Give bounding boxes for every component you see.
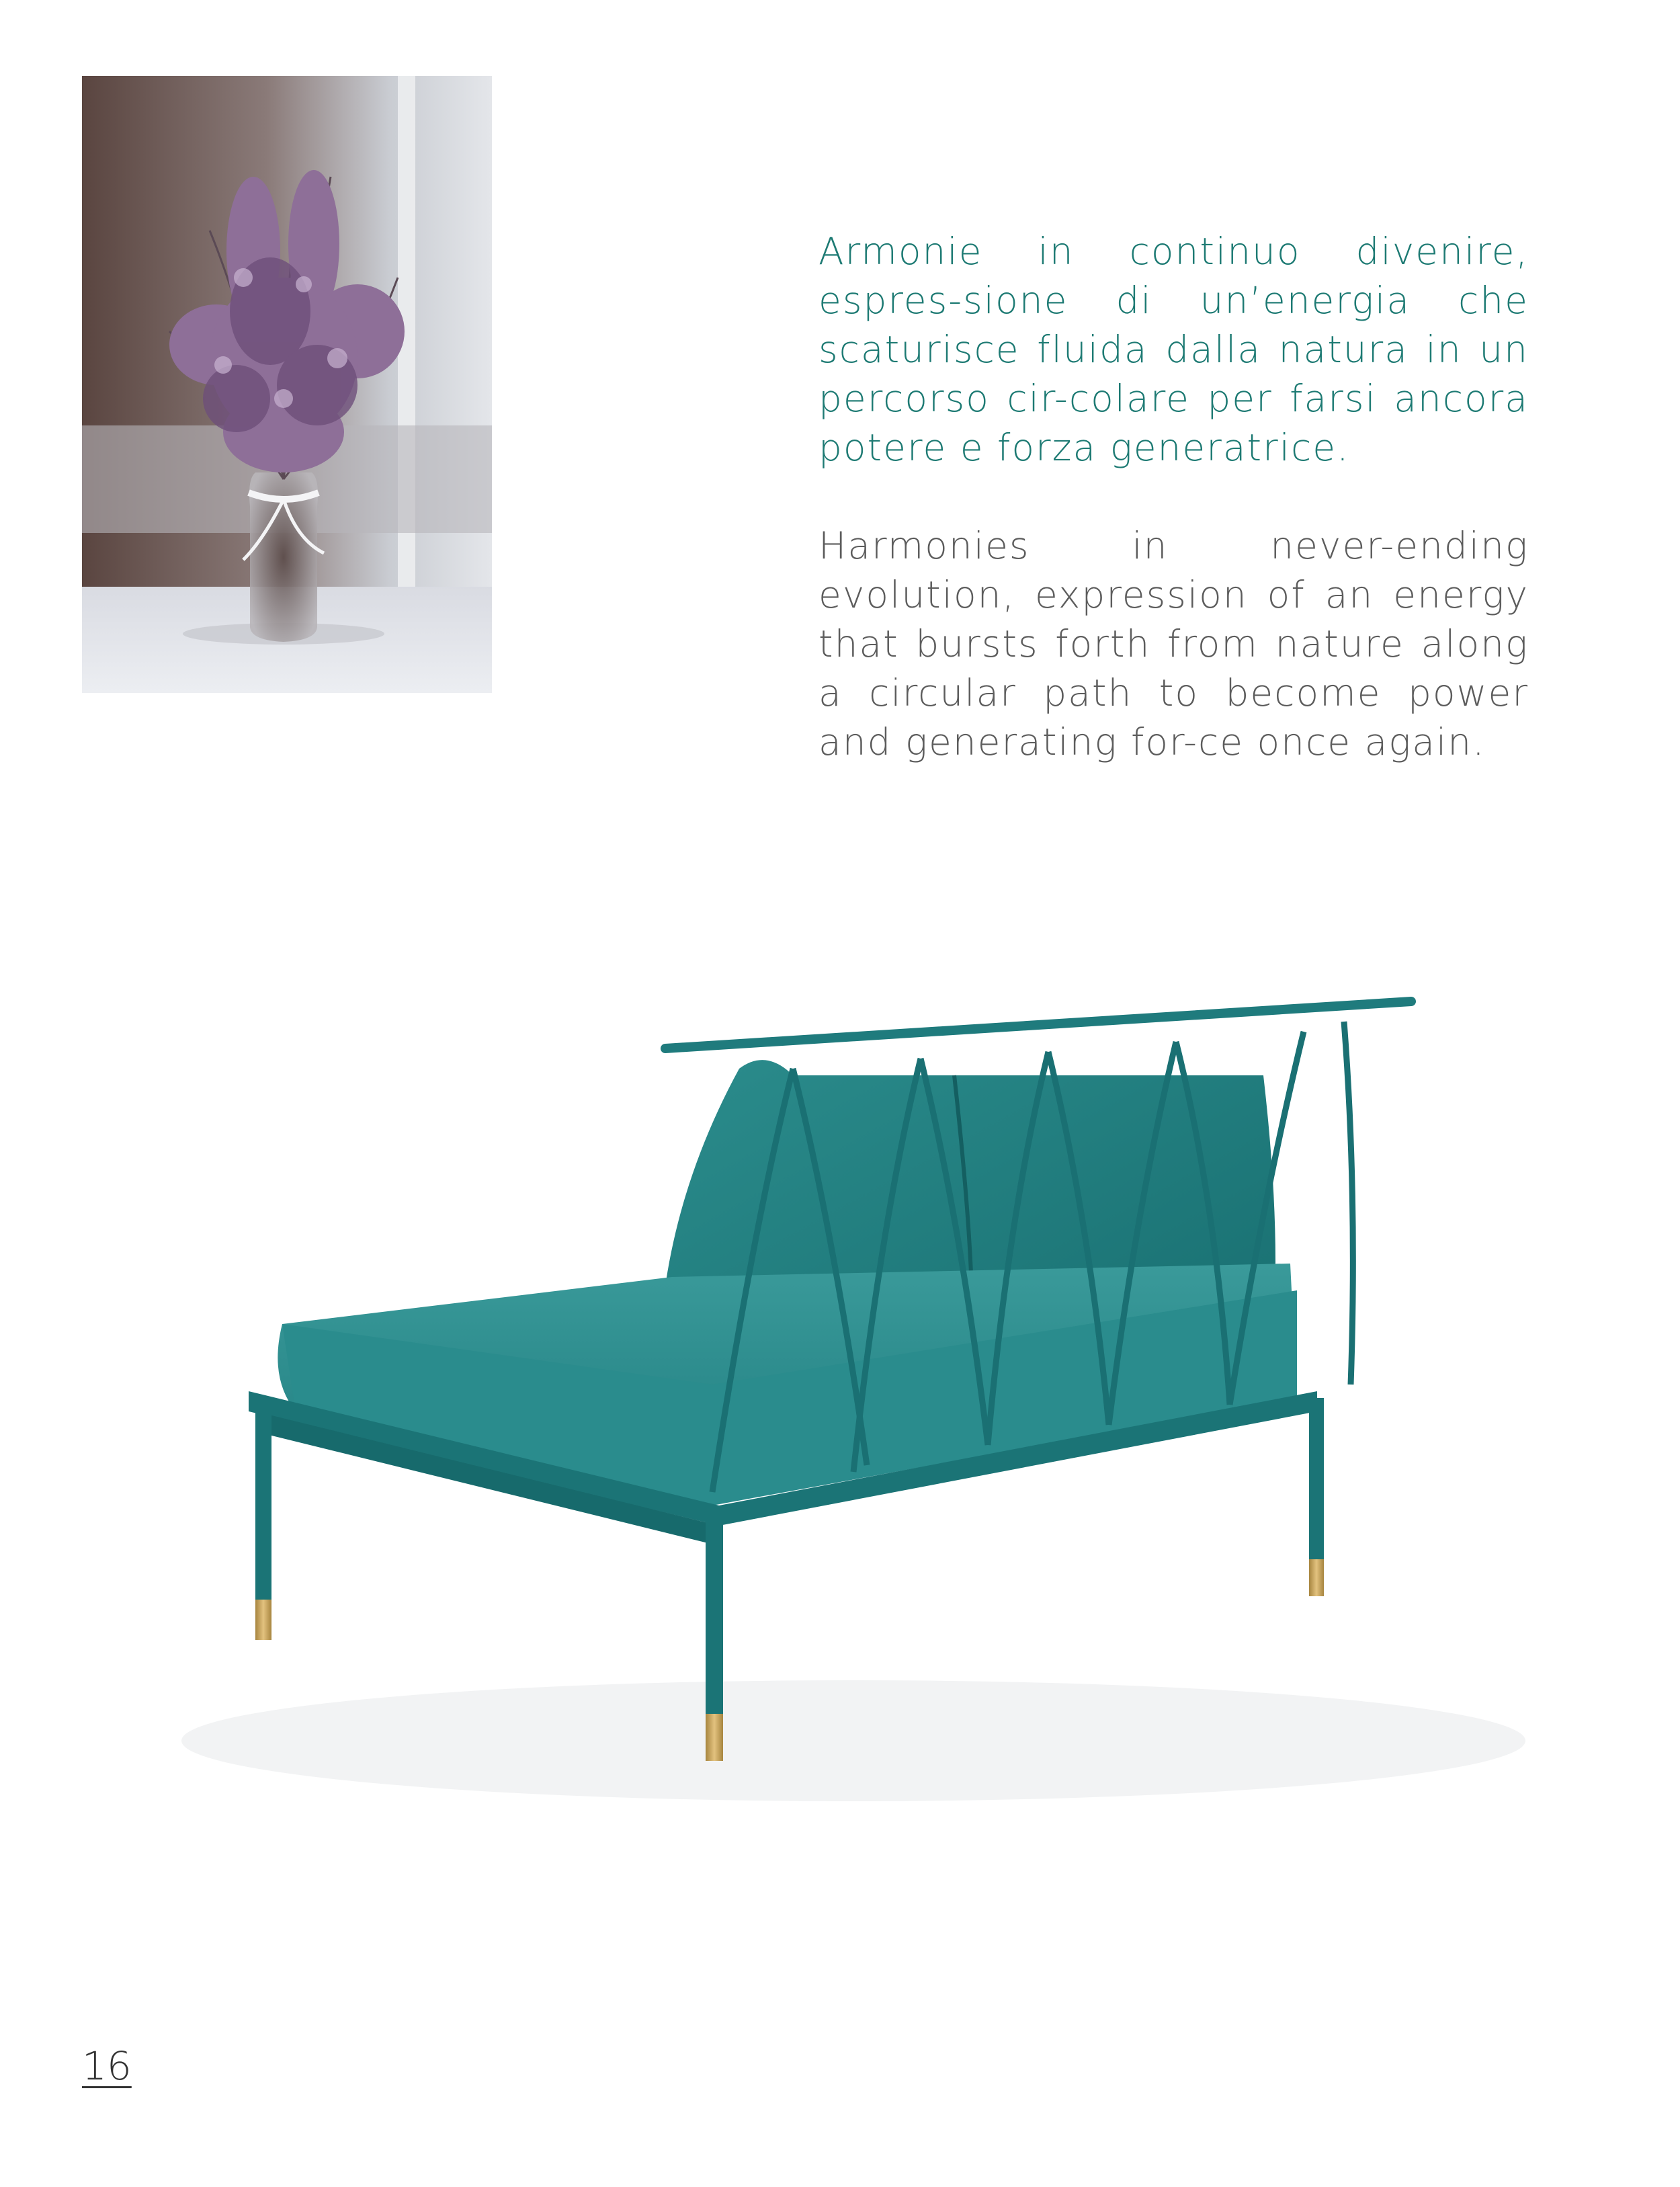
- heather-vase-photo: [82, 76, 492, 693]
- teal-sofa-photo: [121, 914, 1559, 1895]
- italian-description: Armonie in continuo divenire, espres-sione di un’energia che scaturisce fluida dalla natura in un percorso cir-colare per farsi ancora potere e forza generatrice.: [818, 230, 1529, 469]
- page-number: 16: [82, 2043, 132, 2089]
- english-description: Harmonies in never-ending evolution, expression of an energy that bursts forth from nature along a circular path to become power and generating for-ce once again.: [818, 524, 1529, 764]
- description-text-block: [818, 227, 1529, 767]
